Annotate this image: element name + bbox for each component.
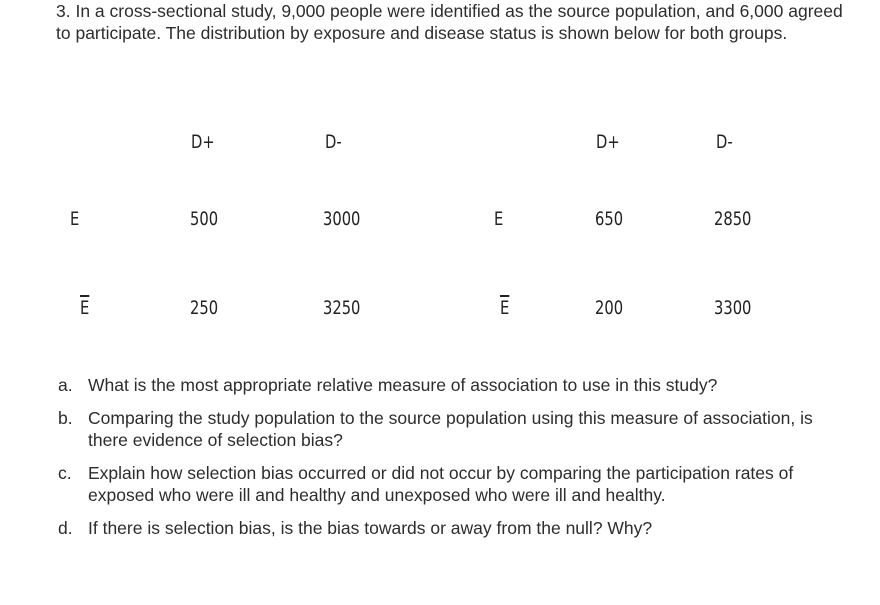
question-text: Comparing the study population to the source population using this measure of association, is there evidence of selection bias? [88, 408, 813, 450]
cell-value: 3250 [323, 297, 361, 319]
question-list [56, 374, 846, 550]
cell-value: 3000 [323, 208, 361, 230]
question-text: If there is selection bias, is the bias towards or away from the null? Why? [88, 518, 653, 538]
question-marker: b. [58, 408, 73, 428]
cell-value: 250 [190, 297, 219, 319]
question-marker: a. [58, 375, 73, 395]
question-marker: d. [58, 518, 73, 538]
question-item [56, 517, 846, 539]
question-item [56, 462, 846, 506]
col-header-d-minus: D- [716, 131, 733, 153]
question-text: What is the most appropriate relative measure of association to use in this study? [88, 375, 718, 395]
table-row-label-band [479, 173, 581, 352]
cell-value: 2850 [714, 208, 752, 230]
row-label-unexposed: $\overline{E}$ [500, 297, 510, 319]
question-item [56, 407, 846, 451]
row-label-exposed: E [70, 208, 80, 230]
row-label-exposed: E [494, 208, 504, 230]
col-header-d-minus: D- [325, 131, 342, 153]
col-header-d-plus: D+ [191, 131, 215, 153]
cell-value: 200 [595, 297, 624, 319]
question-item [56, 374, 846, 396]
cell-value: 3300 [714, 297, 752, 319]
question-marker: c. [58, 463, 72, 483]
col-header-d-plus: D+ [596, 131, 620, 153]
row-label-unexposed: $\overline{E}$ [80, 297, 90, 319]
question-text: Explain how selection bias occurred or did not occur by comparing the participation rates of exposed who were ill and healthy and unexposed who were ill and healthy. [88, 463, 794, 505]
cell-value: 500 [190, 208, 219, 230]
cell-value: 650 [595, 208, 624, 230]
table-row-label-band [56, 173, 175, 352]
problem-intro: 3. In a cross-sectional study, 9,000 people were identified as the source population, and 6,000 agreed to participate. The distribution by exposure and disease status is shown below for both groups. [56, 1, 843, 43]
